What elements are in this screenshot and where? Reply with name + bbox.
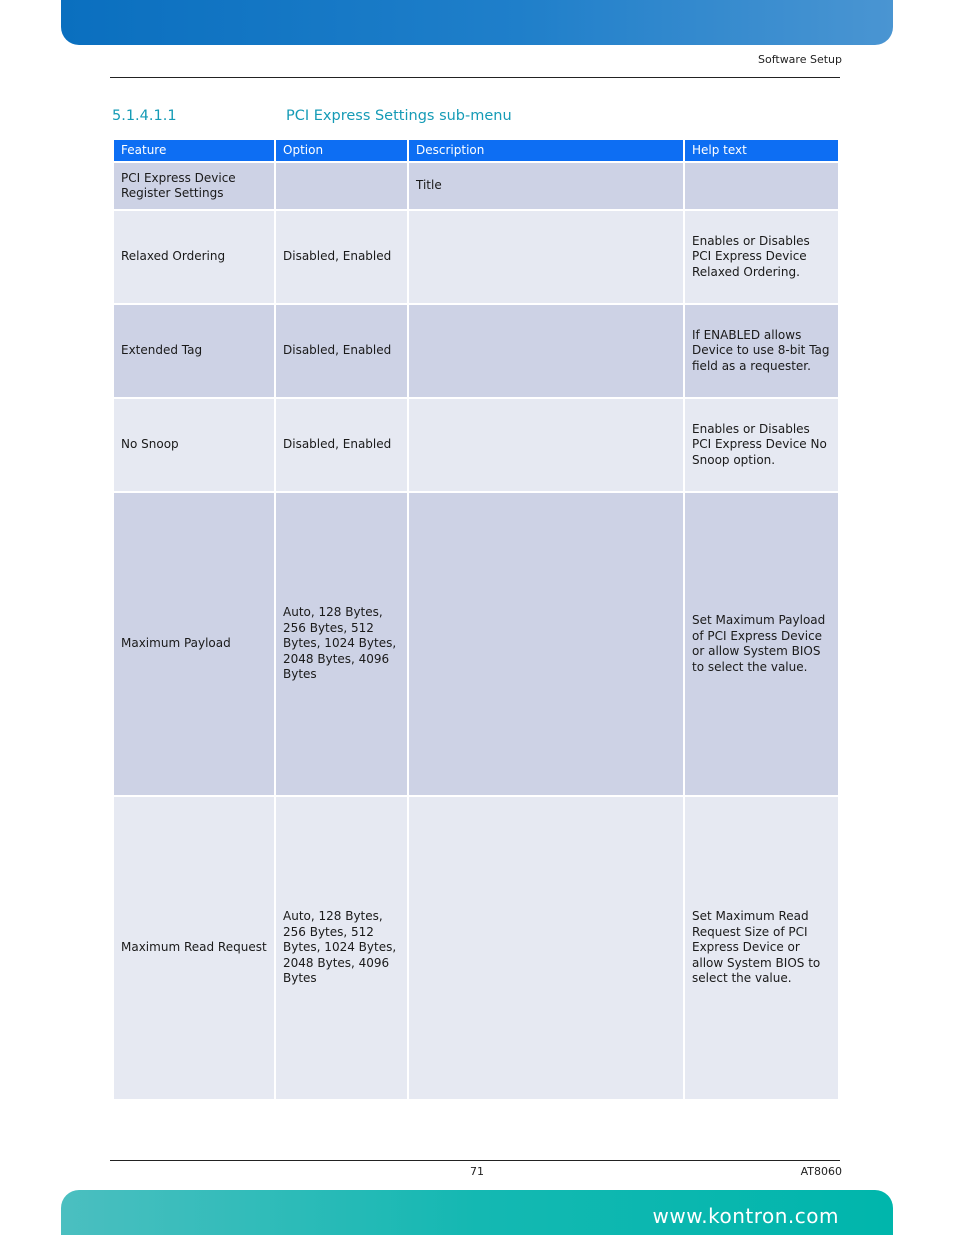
- table-row: [114, 797, 838, 1099]
- document-id: AT8060: [800, 1165, 842, 1178]
- cell-help-text: Set Maximum Payload of PCI Express Device or allow System BIOS to select the value.: [685, 493, 838, 795]
- page-number: 71: [470, 1165, 484, 1178]
- table-row: [114, 493, 838, 795]
- cell-description: [409, 399, 683, 491]
- column-header-feature: Feature: [114, 140, 274, 161]
- footer-divider: [110, 1160, 840, 1161]
- column-header-description: Description: [409, 140, 683, 161]
- settings-table: [112, 138, 840, 1101]
- table-row: [114, 163, 838, 209]
- cell-help-text: Enables or Disables PCI Express Device Relaxed Ordering.: [685, 211, 838, 303]
- header-divider: [110, 77, 840, 78]
- cell-feature: Relaxed Ordering: [114, 211, 274, 303]
- column-header-help-text: Help text: [685, 140, 838, 161]
- cell-option: [276, 163, 407, 209]
- section-title: PCI Express Settings sub-menu: [286, 108, 512, 124]
- cell-help-text: Enables or Disables PCI Express Device No Snoop option.: [685, 399, 838, 491]
- section-label: Software Setup: [757, 53, 842, 66]
- cell-feature: Maximum Read Request: [114, 797, 274, 1099]
- cell-feature: Extended Tag: [114, 305, 274, 397]
- cell-feature: PCI Express Device Register Settings: [114, 163, 274, 209]
- cell-option: Disabled, Enabled: [276, 399, 407, 491]
- section-number: 5.1.4.1.1: [112, 108, 177, 124]
- cell-help-text: [685, 163, 838, 209]
- column-header-option: Option: [276, 140, 407, 161]
- table-row: [114, 211, 838, 303]
- table-header-row: [114, 140, 838, 161]
- cell-description: [409, 493, 683, 795]
- cell-description: [409, 211, 683, 303]
- header-band: [61, 0, 893, 45]
- cell-option: Auto, 128 Bytes, 256 Bytes, 512 Bytes, 1024 Bytes, 2048 Bytes, 4096 Bytes: [276, 493, 407, 795]
- table-row: [114, 305, 838, 397]
- cell-option: Auto, 128 Bytes, 256 Bytes, 512 Bytes, 1024 Bytes, 2048 Bytes, 4096 Bytes: [276, 797, 407, 1099]
- cell-description: [409, 797, 683, 1099]
- cell-description: [409, 305, 683, 397]
- cell-feature: No Snoop: [114, 399, 274, 491]
- cell-help-text: If ENABLED allows Device to use 8-bit Tag field as a requester.: [685, 305, 838, 397]
- cell-option: Disabled, Enabled: [276, 211, 407, 303]
- table-row: [114, 399, 838, 491]
- cell-option: Disabled, Enabled: [276, 305, 407, 397]
- cell-feature: Maximum Payload: [114, 493, 274, 795]
- website-link[interactable]: www.kontron.com: [652, 1204, 839, 1228]
- cell-help-text: Set Maximum Read Request Size of PCI Express Device or allow System BIOS to select the value.: [685, 797, 838, 1099]
- cell-description: Title: [409, 163, 683, 209]
